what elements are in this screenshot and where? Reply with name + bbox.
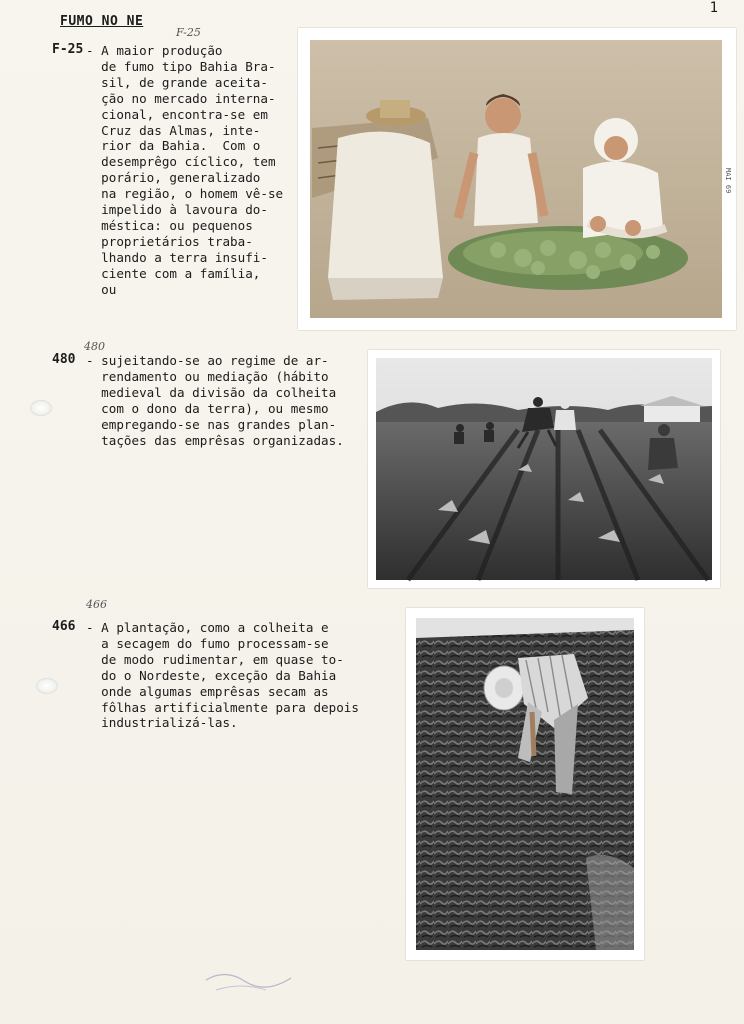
entry-text-466 (86, 620, 359, 731)
entry-line: empregando-se nas grandes plan- (86, 416, 337, 432)
entry-line: fôlhas artificialmente para depois (86, 699, 359, 715)
entry-line: sil, de grande aceita- (86, 74, 268, 90)
photo-workers-planting (298, 28, 736, 330)
entry-line: do o Nordeste, exceção da Bahia (86, 667, 337, 683)
entry-line: tações das emprêsas organizadas. (86, 432, 344, 448)
entry-line: Cruz das Almas, inte- (86, 122, 261, 138)
photo-tobacco-drying-image (406, 608, 644, 960)
entry-line: com o dono da terra), ou mesmo (86, 400, 329, 416)
punch-hole-lower (36, 678, 58, 694)
page-number: 1 (709, 0, 718, 16)
handwritten-note-466: 466 (86, 598, 107, 611)
entry-line: cional, encontra-se em (86, 106, 268, 122)
entry-text-f25 (86, 43, 283, 298)
entry-line: méstica: ou pequenos (86, 217, 253, 233)
photo-tobacco-drying (406, 608, 644, 960)
entry-line: impelido à lavoura do- (86, 202, 268, 218)
entry-line: ciente com a família, (86, 265, 261, 281)
entry-line: lhando a terra insufi- (86, 249, 268, 265)
photo-workers-planting-image (298, 28, 736, 330)
entry-line: - A maior produção (86, 43, 223, 58)
handwritten-note-f25: F-25 (176, 26, 201, 39)
entry-code-466: 466 (52, 619, 76, 634)
entry-line: rior da Bahia. Com o (86, 138, 261, 154)
entry-text-480 (86, 353, 344, 448)
photo-tobacco-field (368, 350, 720, 588)
page-title: FUMO NO NE (60, 14, 144, 29)
entry-line: ção no mercado interna- (86, 90, 276, 106)
entry-code-f25: F-25 (52, 42, 84, 57)
photo-tobacco-field-image (368, 350, 720, 588)
entry-line: a secagem do fumo processam-se (86, 635, 329, 651)
entry-line: de fumo tipo Bahia Bra- (86, 58, 276, 74)
entry-line: rendamento ou mediação (hábito (86, 368, 329, 384)
handwritten-note-480: 480 (84, 340, 105, 353)
punch-hole-upper (30, 400, 52, 416)
entry-line: de modo rudimentar, em quase to- (86, 651, 344, 667)
entry-line: medieval da divisão da colheita (86, 384, 337, 400)
entry-line: proprietários traba- (86, 233, 253, 249)
entry-line: - sujeitando-se ao regime de ar- (86, 353, 329, 368)
photo-date-stamp: MAI 69 (724, 168, 732, 194)
entry-line: industrializá-las. (86, 715, 238, 731)
entry-line: na região, o homem vê-se (86, 186, 284, 202)
entry-line: onde algumas emprêsas secam as (86, 683, 329, 699)
entry-line: porário, generalizado (86, 170, 261, 186)
entry-code-480: 480 (52, 352, 76, 367)
entry-line: ou (86, 281, 117, 297)
entry-line: - A plantação, como a colheita e (86, 620, 329, 635)
pencil-scribble (196, 960, 316, 1000)
entry-line: desemprêgo cíclico, tem (86, 154, 276, 170)
